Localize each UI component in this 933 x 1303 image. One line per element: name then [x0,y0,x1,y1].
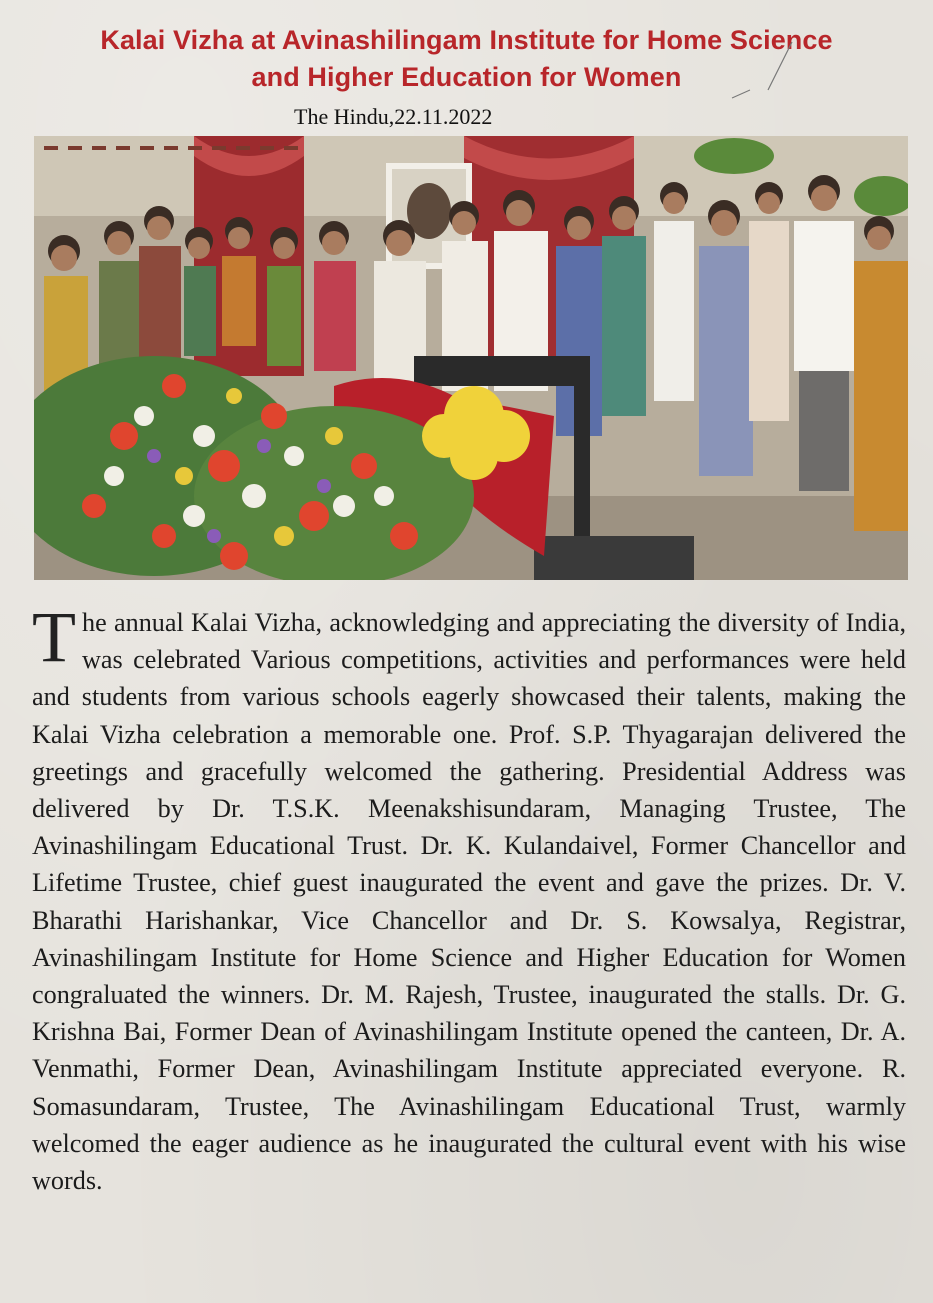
group-photo-image [34,136,908,580]
headline-line-2: and Higher Education for Women [251,62,682,92]
article-text: he annual Kalai Vizha, acknowledging and appreciating the diversity of India, was celebrated Various competitions, activities and performances were held and students from various schools eagerly showcased their talents, making the Kalai Vizha celebration a memorable one. Prof. S.P. Thyagarajan delivered the greetings and gracefully welcomed the gathering. Presidential Address was delivered by Dr. T.S.K. Meenakshisundaram, Managing Trustee, The Avinashilingam Educational Trust. Dr. K. Kulandaivel, Former Chancellor and Lifetime Trustee, chief guest inaugurated the event and gave the prizes. Dr. V. Bharathi Harishankar, Vice Chancellor and Dr. S. Kowsalya, Registrar, Avinashilingam Institute for Home Science and Higher Education for Women congraluated the winners. Dr. M. Rajesh, Trustee, inaugurated the stalls. Dr. G. Krishna Bai, Former Dean of Avinashilingam Institute opened the canteen, Dr. A. Venmathi, Former Dean, Avinashilingam Institute appreciated everyone. R. Somasundaram, Trustee, The Avinashilingam Educational Trust, warmly welcomed the eager audience as he inaugurated the cultural event with his wise words. [32,608,906,1196]
drop-cap: T [32,597,76,677]
article-body [32,597,906,1199]
source-date: The Hindu,22.11.2022 [294,104,493,129]
group-photo [34,136,908,580]
headline-line-1: Kalai Vizha at Avinashilingam Institute for Home Science [100,25,833,55]
pencil-mark-icon [730,40,800,100]
